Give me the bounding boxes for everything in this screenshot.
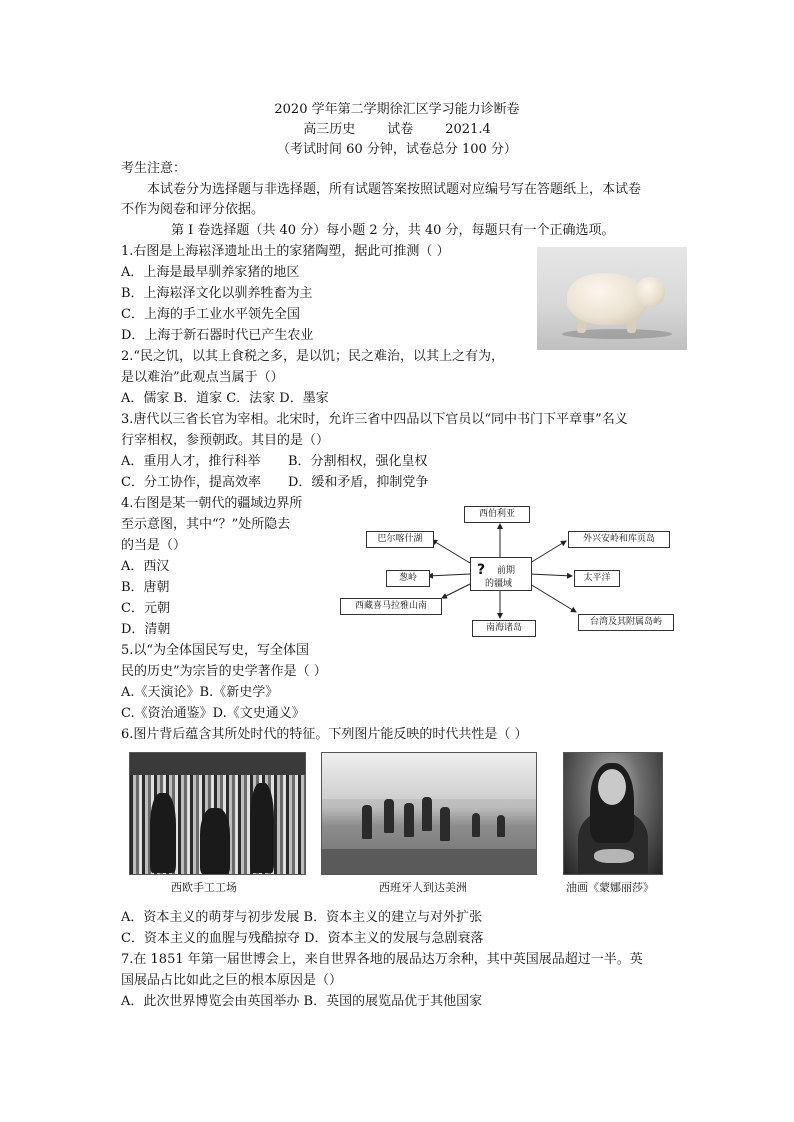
q4-option-b: B．唐朝 <box>121 580 170 595</box>
q5-options-ab: A.《天演论》B.《新史学》 <box>121 685 279 700</box>
diagram-box-left-2: 葱岭 <box>386 570 430 587</box>
q3-option-d: D．缓和矛盾，抑制党争 <box>288 475 429 490</box>
diagram-center-text-2: 的疆域 <box>485 579 513 589</box>
q2-stem-2: 是以难治”此观点当属于（） <box>121 370 284 385</box>
q4-option-c: C．元朝 <box>121 601 170 616</box>
diagram-box-right-3: 台湾及其附属岛屿 <box>578 614 674 631</box>
exam-date: 2021.4 <box>445 122 491 137</box>
diagram-box-top: 西伯利亚 <box>464 506 530 523</box>
q4-stem-3: 的当是（） <box>121 538 187 553</box>
q4-option-d: D．清朝 <box>121 622 171 637</box>
q1-option-b: B．上海崧泽文化以驯养牲畜为主 <box>121 286 313 301</box>
q6-options-cd: C．资本主义的血腥与残酷掠夺 D．资本主义的发展与急剧衰落 <box>121 931 484 946</box>
mona-lisa-picture <box>563 752 663 875</box>
diagram-box-bottom: 南海诸岛 <box>472 620 536 637</box>
diagram-box-right-2: 太平洋 <box>574 570 620 587</box>
diagram-box-left-1: 巴尔喀什湖 <box>366 531 434 548</box>
diagram-box-left-3: 西藏喜马拉雅山南 <box>340 598 442 615</box>
q1-option-d: D．上海于新石器时代已产生农业 <box>121 328 314 343</box>
q4-option-a: A．西汉 <box>121 559 170 574</box>
spaniards-arrive-america-picture <box>321 752 537 875</box>
notice-line-1: 本试卷分为选择题与非选择题，所有试题答案按照试题对应编号写在答题纸上，本试卷 <box>147 182 642 197</box>
exam-time-note: （考试时间 60 分钟，试卷总分 100 分） <box>277 142 517 157</box>
diagram-center-text-1: 前期 <box>497 566 516 576</box>
caption-mona-lisa: 油画《蒙娜丽莎》 <box>566 881 654 894</box>
exam-subject: 高三历史 <box>303 122 356 137</box>
q1-option-c: C．上海的手工业水平领先全国 <box>121 307 300 322</box>
q4-stem-2: 至示意图，其中“？”处所隐去 <box>121 517 291 532</box>
q5-options-cd: C.《资治通鉴》D.《文史通义》 <box>121 706 305 721</box>
diagram-center-box <box>470 557 532 591</box>
exam-subtitle <box>0 118 794 137</box>
q1-option-a: A．上海是最早驯养家猪的地区 <box>121 265 300 280</box>
territory-diagram <box>340 500 680 645</box>
q4-stem-1: 4.右图是某一朝代的疆域边界所 <box>121 496 303 511</box>
q6-options-ab: A．资本主义的萌芽与初步发展 B．资本主义的建立与对外扩张 <box>121 910 483 925</box>
q7-stem-1: 7.在 1851 年第一届世博会上，来自世界各地的展品达万余种，其中英国展品超过一半。英 <box>121 952 643 967</box>
diagram-box-right-1: 外兴安岭和库页岛 <box>568 531 670 548</box>
q2-options: A．儒家 B．道家 C．法家 D．墨家 <box>121 391 329 406</box>
caption-workshop: 西欧手工工场 <box>171 881 237 894</box>
notice-label: 考生注意： <box>121 161 187 176</box>
caption-spaniards: 西班牙人到达美洲 <box>379 881 467 894</box>
q5-stem-2: 民的历史”为宗旨的史学著作是（ ） <box>121 664 327 679</box>
q2-stem-1: 2.“民之饥，以其上食税之多，是以饥；民之难治，以其上之有为， <box>121 349 505 364</box>
q3-stem-1: 3.唐代以三省长官为宰相。北宋时，允许三省中四品以下官员以“同中书门下平章事”名义 <box>121 412 628 427</box>
q7-stem-2: 国展品占比如此之巨的根本原因是（） <box>121 973 343 988</box>
notice-line-2: 不作为阅卷和评分依据。 <box>121 202 265 217</box>
q3-option-b: B．分割相权，强化皇权 <box>288 454 428 469</box>
q1-stem: 1.右图是上海崧泽遗址出土的家猪陶塑，据此可推测（ ） <box>121 244 450 259</box>
q7-options-ab: A．此次世界博览会由英国举办 B．英国的展览品优于其他国家 <box>121 994 483 1009</box>
q3-option-a: A．重用人才，推行科举 <box>121 454 261 469</box>
q3-stem-2: 行宰相权，参预朝政。其目的是（） <box>121 433 330 448</box>
workshop-picture <box>129 752 306 875</box>
pottery-pig-photo <box>537 247 687 350</box>
exam-title: 2020 学年第二学期徐汇区学习能力诊断卷 <box>274 102 520 117</box>
section-1-heading: 第 I 卷选择题（共 40 分）每小题 2 分，共 40 分，每题只有一个正确选项。 <box>171 223 615 238</box>
q6-stem: 6.图片背后蕴含其所处时代的特征。下列图片能反映的时代共性是（ ） <box>121 727 528 742</box>
diagram-question-mark: ? <box>477 562 486 578</box>
exam-kind: 试卷 <box>387 122 414 137</box>
q3-option-c: C．分工协作，提高效率 <box>121 475 261 490</box>
q5-stem-1: 5.以“为全体国民写史，写全体国 <box>121 643 310 658</box>
